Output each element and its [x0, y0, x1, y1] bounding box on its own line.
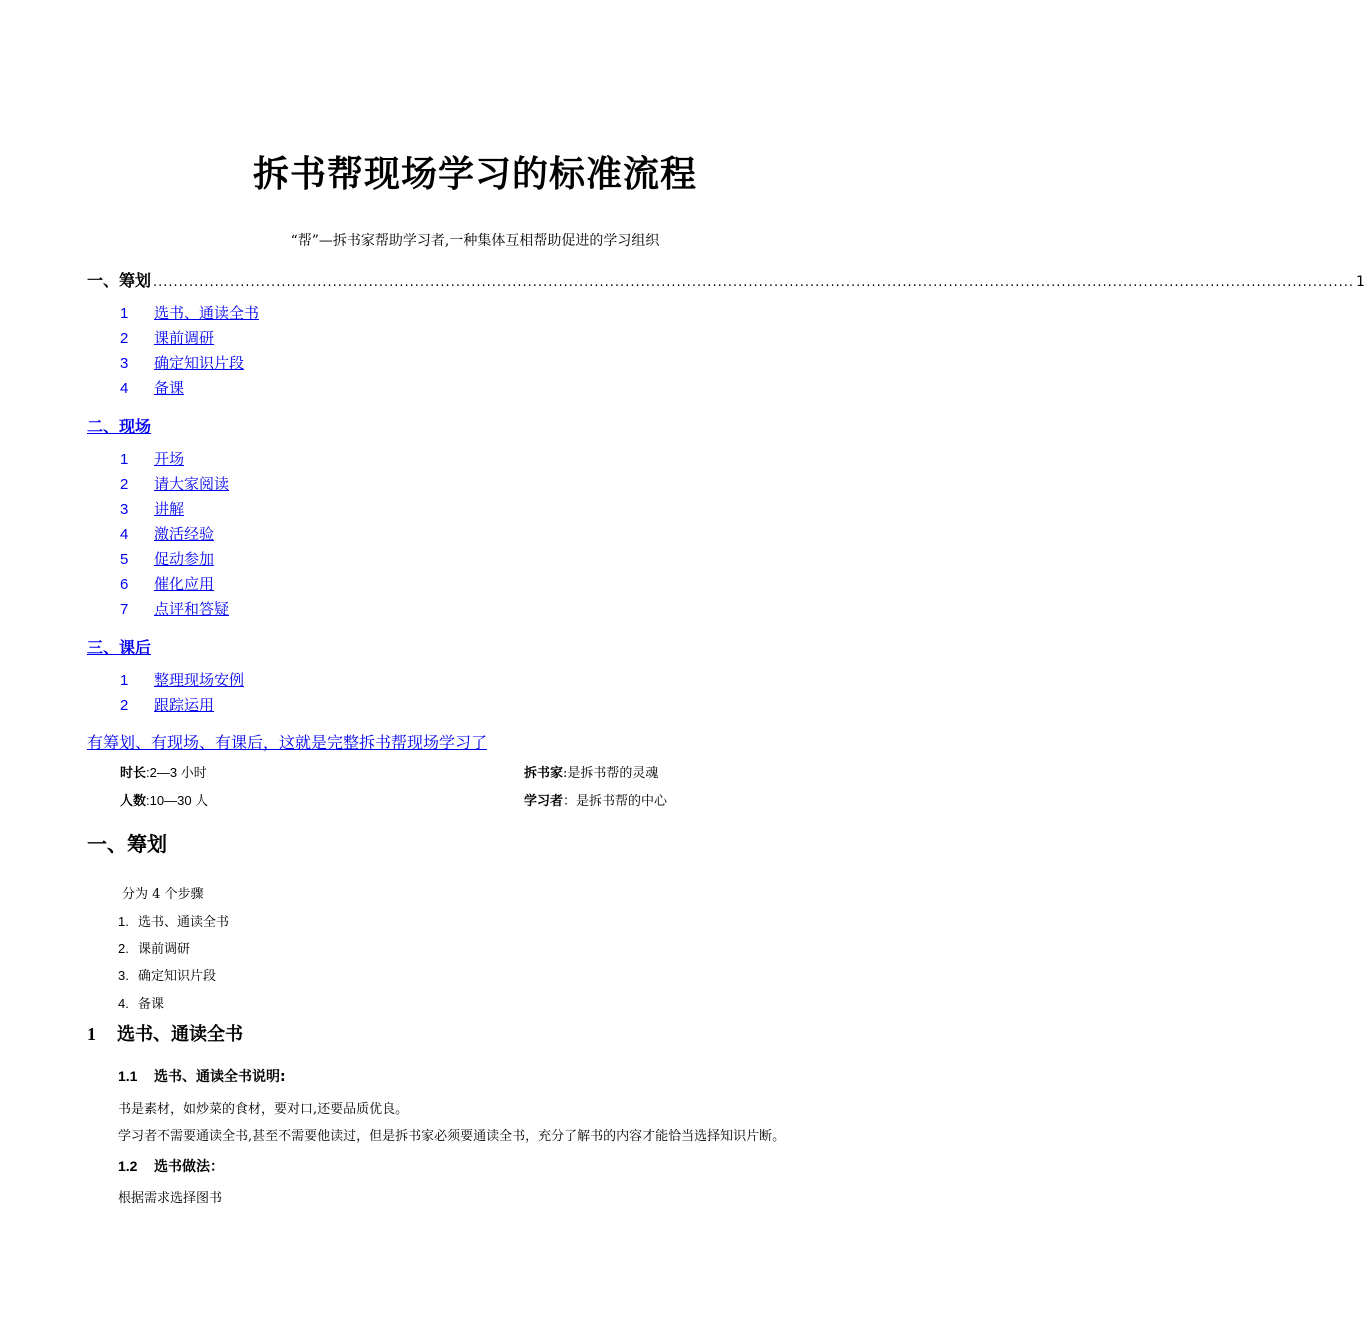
page-title: 拆书帮现场学习的标准流程 — [252, 154, 697, 195]
toc-item-knowledge-fragment[interactable] — [120, 352, 244, 373]
toc-summary-link[interactable]: 有筹划、有现场、有课后，这就是完整拆书帮现场学习了 — [87, 733, 488, 752]
heading-number: 1 — [87, 1024, 96, 1044]
toc-item-label: 讲解 — [154, 500, 185, 518]
step-label: 选书、通读全书 — [138, 915, 230, 930]
toc-item-label: 选书、通读全书 — [154, 304, 260, 322]
toc-item-lesson-prep[interactable] — [120, 377, 184, 398]
toc-item-label: 开场 — [154, 450, 185, 468]
step-number: 4. — [118, 996, 129, 1011]
info-duration — [120, 762, 207, 781]
toc-section-label: 一、筹划 — [87, 271, 152, 290]
info-value: ：是拆书帮的中心 — [563, 794, 668, 809]
info-learner — [524, 790, 667, 809]
paragraph: 根据需求选择图书 — [118, 1191, 223, 1206]
toc-item-number: 4 — [120, 526, 129, 543]
toc-item-label: 激活经验 — [154, 525, 215, 543]
heading-label: 选书、通读全书 — [117, 1024, 243, 1045]
info-value: :是拆书帮的灵魂 — [563, 766, 659, 781]
info-label: 人数 — [120, 794, 147, 809]
step-number: 1. — [118, 914, 129, 929]
heading-label: 选书做法： — [154, 1159, 224, 1175]
toc-section-after-class[interactable]: 三、课后 — [87, 638, 152, 657]
subsection-heading-select-book — [87, 1020, 243, 1046]
toc-item-label: 跟踪运用 — [154, 696, 215, 714]
toc-item-label: 促动参加 — [154, 550, 215, 568]
step-label: 确定知识片段 — [138, 969, 217, 984]
toc-item-label: 整理现场安例 — [154, 671, 245, 689]
toc-item-label: 备课 — [154, 379, 185, 397]
info-people — [120, 790, 208, 809]
toc-item-opening[interactable] — [120, 448, 184, 469]
toc-item-label: 点评和答疑 — [154, 600, 230, 618]
toc-item-number: 4 — [120, 380, 129, 397]
info-label: 时长 — [120, 766, 147, 781]
info-value: :10—30 人 — [146, 793, 209, 808]
subsubsection-heading-method — [118, 1156, 224, 1176]
toc-item-number: 1 — [120, 672, 129, 689]
toc-item-number: 2 — [120, 476, 129, 493]
toc-item-select-book[interactable] — [120, 302, 259, 323]
toc-item-organize-cases[interactable] — [120, 669, 244, 690]
heading-number: 1.1 — [118, 1068, 138, 1084]
toc-item-number: 7 — [120, 601, 129, 618]
toc-item-number: 2 — [120, 697, 129, 714]
toc-item-participate[interactable] — [120, 548, 214, 569]
toc-item-number: 3 — [120, 501, 129, 518]
toc-section-onsite[interactable]: 二、现场 — [87, 417, 152, 436]
info-value: :2—3 小时 — [146, 765, 207, 780]
step-label: 备课 — [138, 997, 165, 1012]
paragraph: 学习者不需要通读全书,甚至不需要他读过，但是拆书家必须要通读全书，充分了解书的内容才能恰当选择知识片断。 — [118, 1129, 786, 1144]
toc-item-number: 1 — [120, 451, 129, 468]
heading-label: 选书、通读全书说明: — [154, 1069, 286, 1085]
step-item — [118, 965, 216, 984]
toc-item-label: 课前调研 — [154, 329, 215, 347]
step-item — [118, 938, 190, 957]
step-label: 课前调研 — [138, 942, 191, 957]
paragraph: 书是素材，如炒菜的食材，要对口,还要品质优良。 — [118, 1102, 409, 1117]
step-item — [118, 911, 229, 930]
toc-item-number: 5 — [120, 551, 129, 568]
heading-number: 1.2 — [118, 1158, 138, 1174]
toc-page-number: 1 — [1355, 274, 1365, 290]
info-host — [524, 762, 658, 781]
section-heading-planning: 一、筹划 — [87, 832, 167, 856]
intro-text: 分为 4 个步骤 — [122, 887, 204, 902]
toc-item-follow-up[interactable] — [120, 694, 214, 715]
toc-item-pre-research[interactable] — [120, 327, 214, 348]
toc-item-number: 2 — [120, 330, 129, 347]
toc-item-label: 确定知识片段 — [154, 354, 245, 372]
toc-item-number: 6 — [120, 576, 129, 593]
toc-item-explain[interactable] — [120, 498, 184, 519]
step-number: 2. — [118, 941, 129, 956]
subsubsection-heading-description — [118, 1066, 286, 1086]
toc-item-review-qa[interactable] — [120, 598, 229, 619]
toc-item-label: 请大家阅读 — [154, 475, 230, 493]
toc-section-planning[interactable] — [87, 268, 1365, 291]
step-number: 3. — [118, 968, 129, 983]
toc-item-label: 催化应用 — [154, 575, 215, 593]
toc-leader-dots: .......................................................................................................................................................................................................................................... — [153, 275, 1354, 290]
toc-item-reading[interactable] — [120, 473, 229, 494]
page-subtitle: “帮”—拆书家帮助学习者,一种集体互相帮助促进的学习组织 — [290, 233, 660, 249]
toc-item-activate[interactable] — [120, 523, 214, 544]
toc-item-number: 1 — [120, 305, 129, 322]
step-item — [118, 993, 164, 1012]
info-label: 拆书家 — [524, 766, 564, 781]
toc-item-number: 3 — [120, 355, 129, 372]
toc-item-apply[interactable] — [120, 573, 214, 594]
info-label: 学习者 — [524, 794, 564, 809]
